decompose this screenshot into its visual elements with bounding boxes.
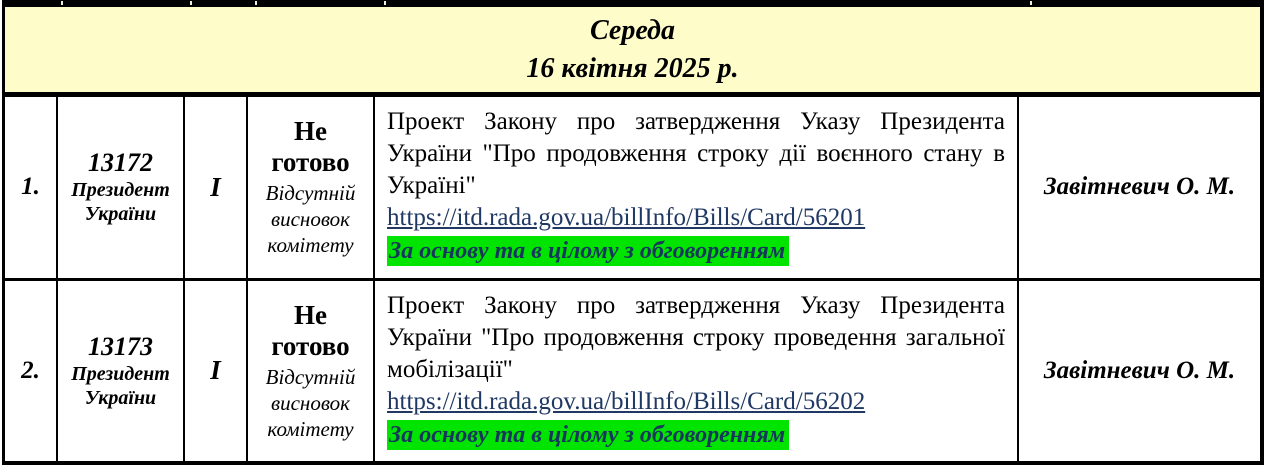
bill-link-line [387,202,1005,234]
bill-number: 13173 [88,331,153,361]
rapporteur-name: Завітневич О. М. [1043,173,1236,201]
decision-highlight: За основу та в цілому з обговоренням [387,236,789,266]
bill-number: 13172 [88,148,153,178]
decision-line [387,419,1005,451]
bill-link-line [387,386,1005,418]
bill-description-cell [375,281,1019,462]
column-divider-tick [255,1,257,5]
reading-number: І [210,355,221,386]
bill-link[interactable]: https://itd.rada.gov.ua/billInfo/Bills/Card/56201 [387,204,866,231]
table-row [5,281,1260,462]
bill-link[interactable]: https://itd.rada.gov.ua/billInfo/Bills/Card/56202 [387,387,866,415]
table-row [5,97,1260,281]
reading-cell [185,281,248,462]
status-label: Не готово [271,299,350,361]
bill-submitter: Президент України [71,362,170,409]
item-number: 2. [21,356,40,384]
item-number-cell [5,281,58,462]
reading-cell [185,97,248,278]
decision-highlight: За основу та в цілому з обговоренням [387,420,789,450]
status-cell [248,97,375,278]
column-divider-tick [61,1,63,5]
status-cell [248,281,375,462]
date-label: 16 квітня 2025 р. [526,52,739,84]
bill-submitter: Президент України [71,179,170,226]
rapporteur-cell [1019,97,1260,278]
day-header [5,7,1260,97]
rapporteur-cell [1019,281,1260,462]
rapporteur-name: Завітневич О. М. [1043,356,1236,384]
decision-line [387,235,1005,267]
bill-number-cell [58,281,185,462]
column-divider-tick [1030,1,1032,5]
agenda-table [2,0,1264,465]
bill-description-cell [375,97,1019,278]
item-number: 1. [21,173,40,201]
item-number-cell [5,97,58,278]
bill-number-cell [58,97,185,278]
status-label: Не готово [271,116,350,178]
previous-row-border [5,0,1260,7]
status-note: Відсутній висновок комітету [265,364,356,441]
status-note: Відсутній висновок комітету [265,181,356,258]
reading-number: І [210,171,221,202]
column-divider-tick [190,1,192,5]
day-label: Середа [590,14,675,46]
column-divider-tick [384,1,386,5]
bill-title: Проект Закону про затвердження Указу Президента України "Про продовження строку дії воєнного стану в Україні" [387,108,1005,199]
bill-title: Проект Закону про затвердження Указу Президента України "Про продовження строку проведення загальної мобілізації" [387,291,1005,383]
